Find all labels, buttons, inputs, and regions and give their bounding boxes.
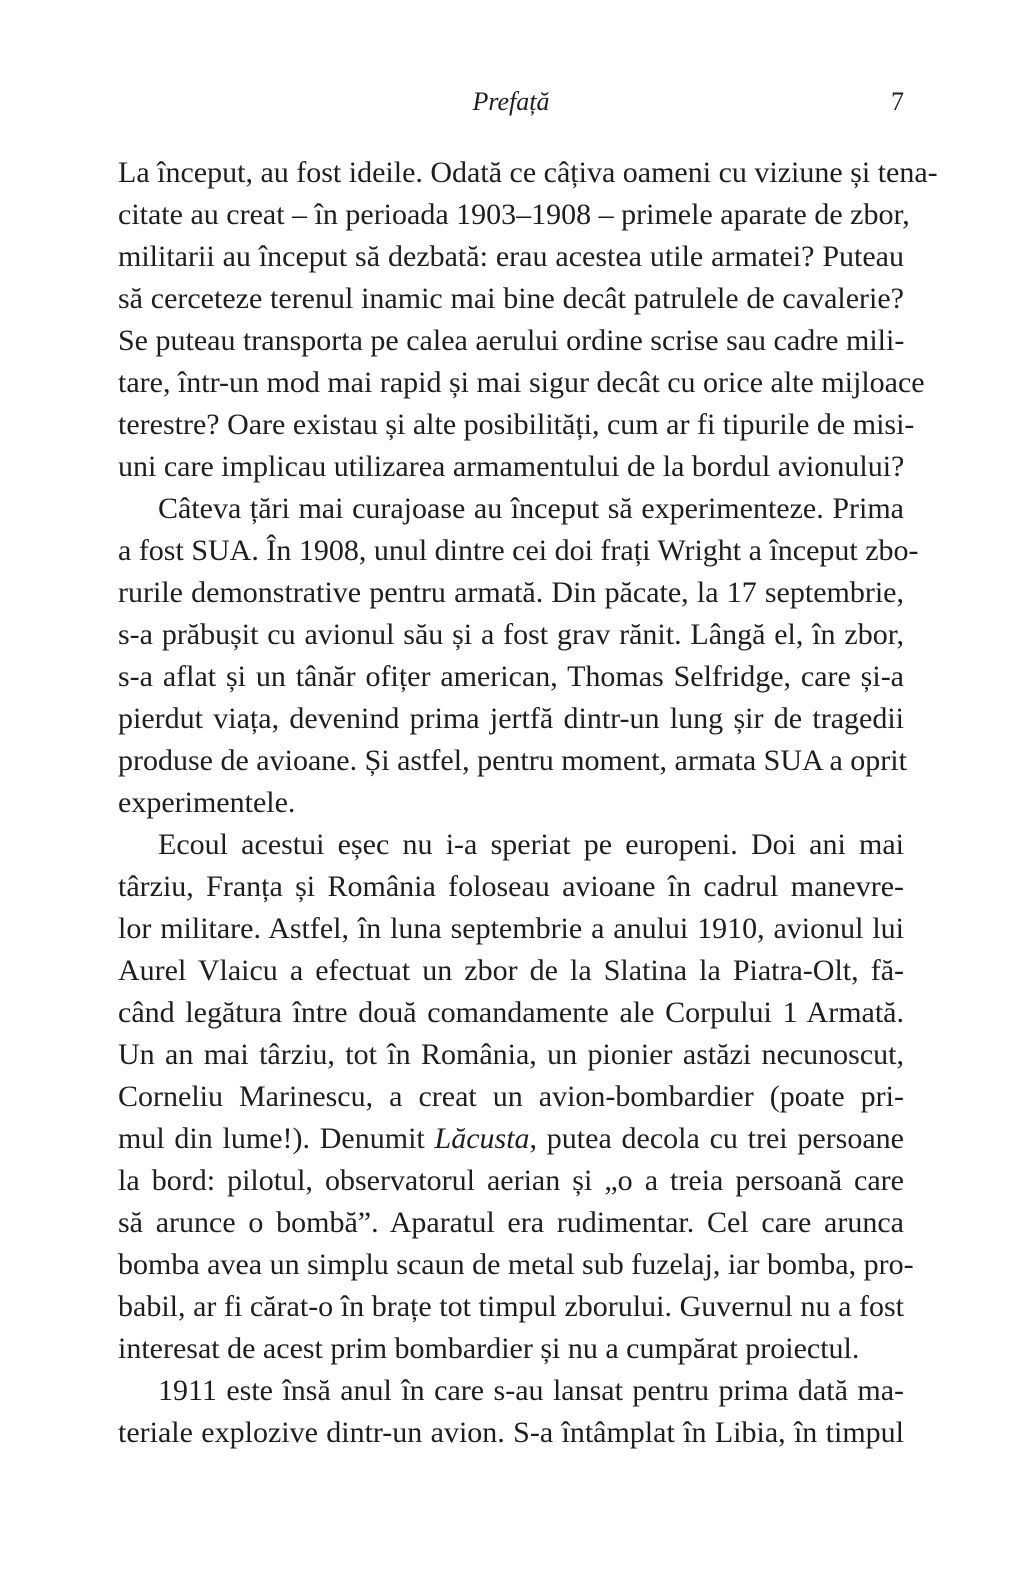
text-line: la bord: pilotul, observatorul aerian și „o a treia persoană care [118, 1164, 904, 1197]
text-line: La început, au fost ideile. Odată ce câțiva oameni cu viziune și tena- [118, 156, 938, 189]
text-line: Se puteau transporta pe calea aerului ordine scrise sau cadre mili- [118, 324, 905, 357]
text-line: bomba avea un simplu scaun de metal sub fuzelaj, iar bomba, pro- [118, 1248, 914, 1281]
page-number: 7 [891, 87, 904, 116]
text-line: să cerceteze terenul inamic mai bine decât patrulele de cavalerie? [118, 282, 904, 315]
paragraph [118, 824, 914, 1370]
text-line: pierdut viața, devenind prima jertfă dintr-un lung șir de tragedii [118, 702, 904, 735]
text-line: Un an mai târziu, tot în România, un pionier astăzi necunoscut, [118, 1038, 904, 1071]
text-line: s-a prăbușit cu avionul său și a fost grav rănit. Lângă el, în zbor, [118, 618, 904, 651]
text-line: Câteva țări mai curajoase au început să experimenteze. Prima [158, 492, 904, 525]
text-line: uni care implicau utilizarea armamentului de la bordul avionului? [118, 450, 905, 483]
paragraph [118, 152, 938, 488]
paragraph [118, 488, 919, 824]
text-segment: , putea decola cu trei persoane [529, 1122, 904, 1155]
text-line: babil, ar fi cărat-o în brațe tot timpul zborului. Guvernul nu a fost [118, 1290, 904, 1323]
chapter-title: Prefață [472, 87, 550, 116]
italic-term: Lăcusta [434, 1122, 530, 1155]
text-line: rurile demonstrative pentru armată. Din păcate, la 17 septembrie, [118, 576, 904, 609]
paragraph [118, 1370, 904, 1454]
text-line: când legătura între două comandamente ale Corpului 1 Armată. [118, 996, 904, 1029]
text-line: Corneliu Marinescu, a creat un avion-bombardier (poate pri- [118, 1080, 904, 1113]
text-segment: mul din lume!). Denumit [118, 1122, 435, 1155]
text-line: lor militare. Astfel, în luna septembrie a anului 1910, avionul lui [118, 912, 904, 945]
text-line: experimentele. [118, 786, 296, 819]
text-line: a fost SUA. În 1908, unul dintre cei doi frați Wright a început zbo- [118, 534, 919, 567]
body-text [118, 152, 938, 1454]
text-line: 1911 este însă anul în care s-au lansat pentru prima dată ma- [158, 1374, 904, 1407]
text-line [118, 1118, 904, 1160]
text-line: citate au creat – în perioada 1903–1908 – primele aparate de zbor, [118, 198, 910, 231]
text-line: produse de avioane. Și astfel, pentru moment, armata SUA a oprit [118, 744, 907, 777]
text-line: tare, într-un mod mai rapid și mai sigur decât cu orice alte mijloace [118, 366, 925, 399]
text-line: teriale explozive dintr-un avion. S-a întâmplat în Libia, în timpul [118, 1416, 904, 1449]
running-header [118, 84, 904, 120]
text-line: Ecoul acestui eșec nu i-a speriat pe europeni. Doi ani mai [158, 828, 904, 861]
text-line: s-a aflat și un tânăr ofițer american, Thomas Selfridge, care și-a [118, 660, 904, 693]
text-line: să arunce o bombă”. Aparatul era rudimentar. Cel care arunca [118, 1206, 904, 1239]
text-line: militarii au început să dezbată: erau acestea utile armatei? Puteau [118, 240, 904, 273]
text-line: interesat de acest prim bombardier și nu a cumpărat proiectul. [118, 1332, 860, 1365]
text-line: târziu, Franța și România foloseau avioane în cadrul manevre- [118, 870, 904, 903]
text-line: terestre? Oare existau și alte posibilități, cum ar fi tipurile de misi- [118, 408, 915, 441]
text-line: Aurel Vlaicu a efectuat un zbor de la Slatina la Piatra-Olt, fă- [118, 954, 904, 987]
